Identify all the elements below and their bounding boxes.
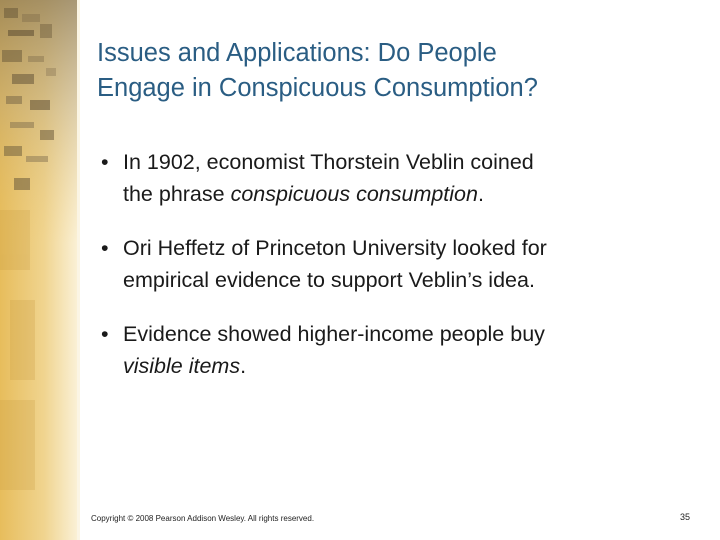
sidebar-graphic: [0, 0, 80, 540]
bullet-2-line-2: [123, 264, 700, 296]
decorative-sidebar-image: [0, 0, 80, 540]
bullet-2-text: empirical evidence to support Veblin’s idea.: [123, 268, 535, 292]
bullet-item-2: [100, 232, 700, 296]
bullet-item-3: [100, 318, 700, 382]
bullet-marker: •: [101, 236, 109, 260]
bullet-marker: •: [101, 322, 109, 346]
bullet-3-period: .: [240, 354, 247, 378]
bullet-3-line-1: Evidence showed higher-income people buy: [123, 322, 545, 346]
bullet-1-italic-term: conspicuous consumption: [230, 182, 478, 206]
bullet-2-line-1: Ori Heffetz of Princeton University looked for: [123, 236, 547, 260]
bullet-item-1: [100, 146, 700, 210]
bullet-1-period: .: [477, 182, 484, 206]
slide-title: [97, 36, 697, 106]
copyright-footer: Copyright © 2008 Pearson Addison Wesley. All rights reserved.: [91, 514, 315, 523]
page-number: 35: [679, 512, 690, 522]
title-line-1: Issues and Applications: Do People: [97, 39, 497, 67]
title-line-2: Engage in Conspicuous Consumption?: [97, 74, 538, 102]
bullet-marker: •: [101, 150, 109, 174]
bullet-1-text: the phrase: [123, 182, 231, 206]
bullet-3-line-2: [123, 350, 700, 382]
bullet-list: [100, 146, 700, 404]
bullet-1-line-2: [123, 178, 700, 210]
bullet-3-italic-term: visible items: [123, 354, 241, 378]
bullet-1-line-1: In 1902, economist Thorstein Veblin coined: [123, 150, 534, 174]
